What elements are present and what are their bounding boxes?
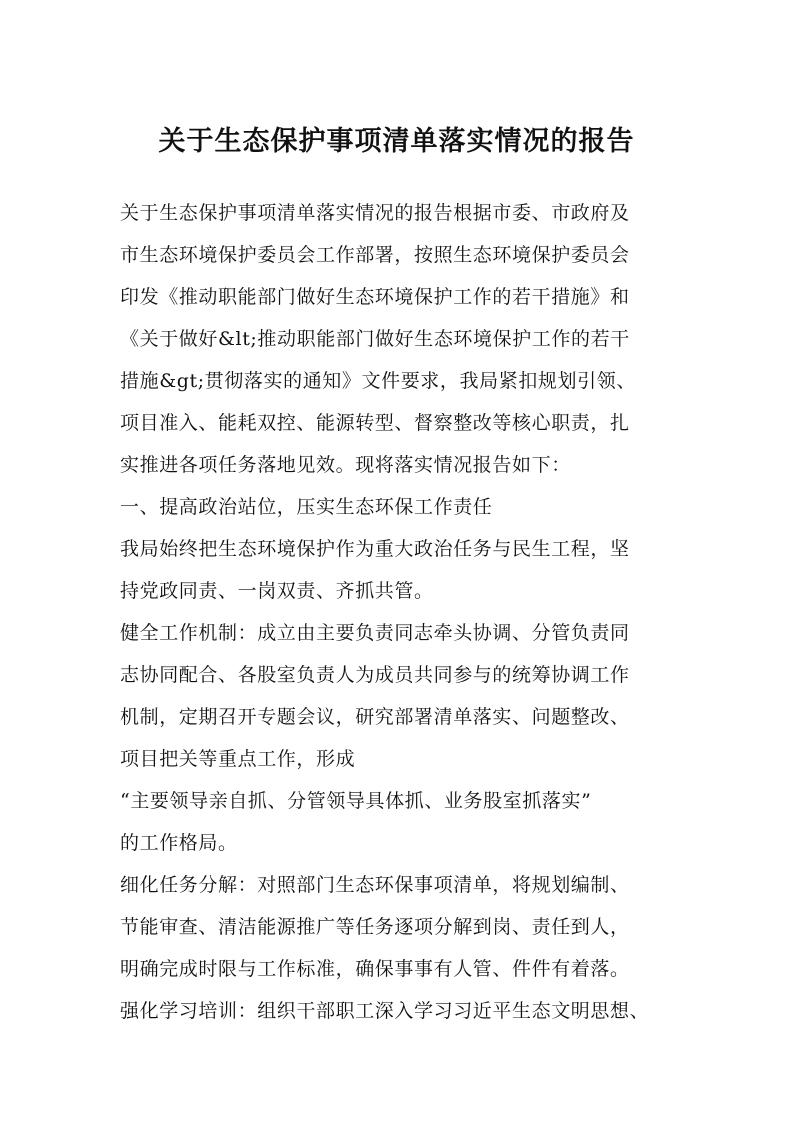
body-line: 持党政同责、一岗双责、齐抓共管。 <box>120 580 434 602</box>
body-line: “主要领导亲自抓、分管领导具体抓、业务股室抓落实” <box>120 790 592 812</box>
body-line: 项目准入、能耗双控、能源转型、督察整改等核心职责，扎 <box>120 412 630 434</box>
body-line: 《关于做好&lt;推动职能部门做好生态环境保护工作的若干 <box>120 328 630 350</box>
body-line: 明确完成时限与工作标准，确保事事有人管、件件有着落。 <box>120 958 630 980</box>
body-line: 节能审查、清洁能源推广等任务逐项分解到岗、责任到人， <box>120 916 630 938</box>
body-line: 强化学习培训：组织干部职工深入学习习近平生态文明思想、 <box>120 1000 650 1022</box>
body-line: 项目把关等重点工作，形成 <box>120 748 356 770</box>
document-body <box>120 192 680 1032</box>
body-line: 印发《推动职能部门做好生态环境保护工作的若干措施》和 <box>120 286 630 308</box>
body-line: 机制，定期召开专题会议，研究部署清单落实、问题整改、 <box>120 706 630 728</box>
body-line: 我局始终把生态环境保护作为重大政治任务与民生工程，坚 <box>120 538 630 560</box>
body-line: 实推进各项任务落地见效。现将落实情况报告如下： <box>120 454 571 476</box>
body-line: 志协同配合、各股室负责人为成员共同参与的统筹协调工作 <box>120 664 630 686</box>
document-title: 关于生态保护事项清单落实情况的报告 <box>158 126 635 157</box>
body-line: 细化任务分解：对照部门生态环保事项清单，将规划编制、 <box>120 874 630 896</box>
section-heading: 一、提高政治站位，压实生态环保工作责任 <box>120 496 493 518</box>
body-line: 健全工作机制：成立由主要负责同志牵头协调、分管负责同 <box>120 622 630 644</box>
body-line: 措施&gt;贯彻落实的通知》文件要求，我局紧扣规划引领、 <box>120 370 636 392</box>
body-line: 市生态环境保护委员会工作部署，按照生态环境保护委员会 <box>120 244 630 266</box>
body-line: 的工作格局。 <box>120 832 238 854</box>
body-line: 关于生态保护事项清单落实情况的报告根据市委、市政府及 <box>120 202 630 224</box>
